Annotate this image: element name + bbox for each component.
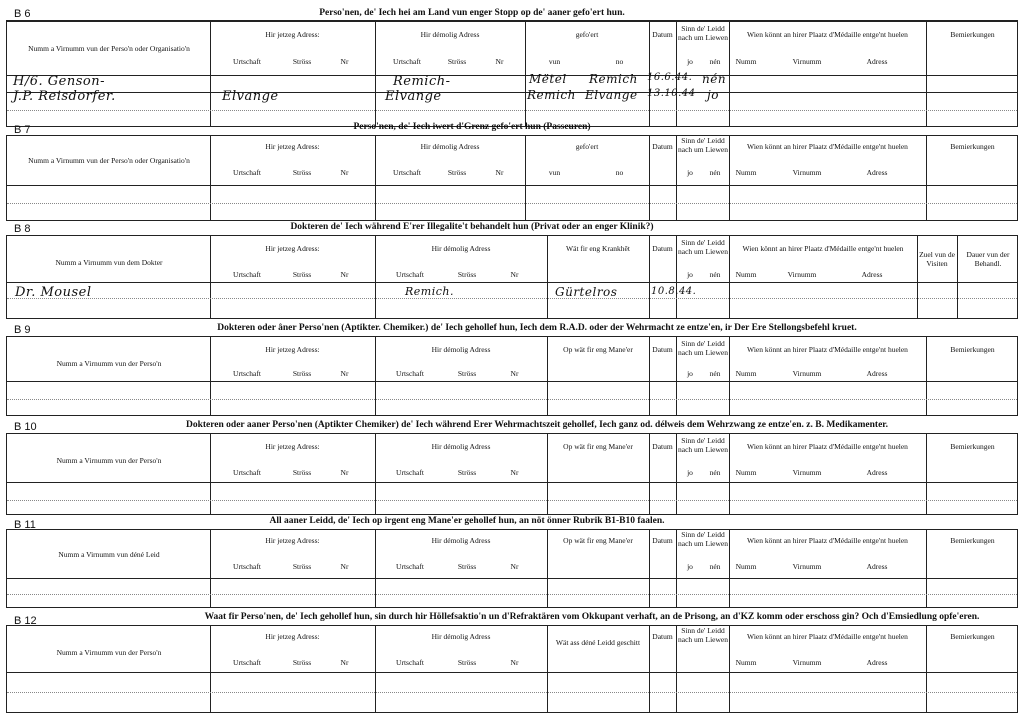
header-adress: Adress	[866, 57, 888, 66]
section-id-b12: B 12	[14, 615, 37, 627]
header-stross: Ströss	[292, 270, 312, 279]
entry-b8-illness: Gürtelros	[555, 285, 618, 299]
entry-b6-alive1: nén	[702, 72, 727, 86]
section-title-b7: Perso'nen, de' Iech iwert d'Grenz gefo'ert hun (Passeuren)	[353, 122, 591, 132]
header-old-addr: Hir démolig Adress	[420, 142, 480, 151]
header-maneer: Op wät fir eng Mane'er	[563, 442, 633, 451]
header-nr: Nr	[510, 369, 519, 378]
section-id-b10: B 10	[14, 421, 37, 433]
header-virnumm: Virnumm	[792, 57, 822, 66]
header-virnumm: Virnumm	[792, 658, 822, 667]
header-nen: nén	[709, 468, 721, 477]
header-stross: Ströss	[292, 562, 312, 571]
header-name: Numm a Virnumm vun déné Leid	[58, 550, 160, 559]
section-title-b9: Dokteren oder âner Perso'nen (Aptikter. Chemiker.) de' Iech gehollef hun, Iech dem R.A.D. oder der Wehrmacht ze entze'en, ir Der Ere Stellongsbefehl kruet.	[217, 323, 857, 333]
header-nr: Nr	[340, 562, 349, 571]
entry-b6-vun1: Mëtel	[529, 72, 567, 86]
header-jo: jo	[687, 168, 693, 177]
header-bemerkungen: Bemierkungen	[950, 632, 995, 641]
header-old-addr: Hir démolig Adress	[431, 442, 491, 451]
header-adress: Adress	[866, 468, 888, 477]
header-nen: nén	[709, 270, 721, 279]
header-bemerkungen: Bemierkungen	[950, 30, 995, 39]
header-nr: Nr	[495, 57, 504, 66]
header-nr: Nr	[495, 168, 504, 177]
section-id-b6: B 6	[14, 8, 31, 20]
header-zuel: Zuel vun de Visiten	[919, 250, 955, 268]
header-stross: Ströss	[292, 369, 312, 378]
header-medaille: Wien könnt an hirer Plaatz d'Médaille entge'nt huelen	[747, 142, 908, 151]
header-nen: nén	[709, 168, 721, 177]
header-cur-addr: Hir jetzeg Adress:	[265, 632, 320, 641]
entry-b6-date1: 16.6.44.	[647, 72, 693, 83]
header-stross: Ströss	[292, 468, 312, 477]
header-bemerkungen: Bemierkungen	[950, 442, 995, 451]
header-stross: Ströss	[292, 57, 312, 66]
entry-b6-old-ort1: Remich-	[393, 74, 451, 89]
entry-b8-old-ort: Remich.	[405, 285, 454, 298]
entry-b6-date2: 13.10.44	[647, 88, 696, 99]
header-jo: jo	[687, 270, 693, 279]
section-id-b8: B 8	[14, 223, 31, 235]
header-datum: Datum	[652, 30, 673, 39]
header-cur-addr: Hir jetzeg Adress:	[265, 442, 320, 451]
header-name: Numm a Virnumm vun der Perso'n oder Organisatio'n	[28, 44, 190, 53]
header-ortschaft: Urtschaft	[396, 658, 424, 667]
section-title-b11: All aaner Leidd, de' Iech op irgent eng Mane'er gehollef hun, an nöt önner Rubrik B1-B10 faalen.	[269, 516, 665, 526]
entry-b6-no1: Remich	[589, 72, 638, 86]
header-adress: Adress	[866, 168, 888, 177]
header-adress: Adress	[866, 658, 888, 667]
header-medaille: Wien könnt an hirer Plaatz d'Médaille entge'nt huelen	[747, 30, 908, 39]
header-ortschaft: Urtschaft	[233, 369, 261, 378]
header-medaille: Wien könnt an hirer Plaatz d'Médaille entge'nt huelen	[747, 442, 908, 451]
entry-b6-old-ort2: Elvange	[385, 89, 442, 104]
header-datum: Datum	[652, 244, 673, 253]
header-numm: Numm	[735, 562, 757, 571]
header-numm: Numm	[735, 168, 757, 177]
header-bemerkungen: Bemierkungen	[950, 536, 995, 545]
header-cur-addr: Hir jetzeg Adress:	[265, 244, 320, 253]
header-no: no	[615, 57, 624, 66]
header-nen: nén	[709, 57, 721, 66]
header-old-addr: Hir démolig Adress	[431, 536, 491, 545]
entry-b6-vun2: Remich	[527, 88, 576, 102]
header-cur-addr: Hir jetzeg Adress:	[265, 142, 320, 151]
header-ortschaft: Urtschaft	[233, 270, 261, 279]
header-stross: Ströss	[292, 658, 312, 667]
header-datum: Datum	[652, 142, 673, 151]
header-name: Numm a Virnumm vun der Perso'n	[56, 648, 162, 657]
header-nr: Nr	[510, 468, 519, 477]
header-jo: jo	[687, 562, 693, 571]
entry-b6-no2: Elvange	[585, 88, 638, 102]
header-stross: Ströss	[447, 57, 467, 66]
header-stross: Ströss	[292, 168, 312, 177]
header-stross: Ströss	[457, 468, 477, 477]
header-adress: Adress	[866, 562, 888, 571]
header-virnumm: Virnumm	[792, 168, 822, 177]
header-old-addr: Hir démolig Adress	[420, 30, 480, 39]
header-sinn: Sinn de' Leidd nach um Liewen	[678, 436, 728, 454]
header-nr: Nr	[510, 658, 519, 667]
entry-b6-name1: H/6. Genson-	[13, 74, 105, 89]
header-virnumm: Virnumm	[792, 468, 822, 477]
header-name: Numm a Virnumm vun dem Dokter	[55, 258, 163, 267]
header-adress: Adress	[866, 369, 888, 378]
header-maneer: Op wät fir eng Mane'er	[563, 536, 633, 545]
header-ortschaft: Urtschaft	[233, 468, 261, 477]
header-sinn: Sinn de' Leidd nach um Liewen	[678, 24, 728, 42]
section-title-b12: Waat fir Perso'nen, de' Iech gehollef hun, sin durch hir Höllefsaktio'n un d'Refraktären vom Okkupant verhaft, an de Prisong, an d'KZ komm oder erschoss gin? Och d'Emsiedlung opfe'eren.	[204, 612, 980, 622]
header-datum: Datum	[652, 345, 673, 354]
header-numm: Numm	[735, 369, 757, 378]
header-medaille: Wien könnt an hirer Plaatz d'Médaille entge'nt huelen	[747, 536, 908, 545]
entry-b6-alive2: jo	[707, 88, 719, 102]
header-bemerkungen: Bemierkungen	[950, 142, 995, 151]
header-stross: Ströss	[447, 168, 467, 177]
header-virnumm: Virnumm	[787, 270, 817, 279]
header-stross: Ströss	[457, 369, 477, 378]
header-ortschaft: Urtschaft	[233, 57, 261, 66]
header-stross: Ströss	[457, 270, 477, 279]
header-jo: jo	[687, 369, 693, 378]
header-sinn: Sinn de' Leidd nach um Liewen	[678, 238, 728, 256]
header-bemerkungen: Bemierkungen	[950, 345, 995, 354]
header-nen: nén	[709, 562, 721, 571]
header-numm: Numm	[735, 468, 757, 477]
header-nr: Nr	[340, 468, 349, 477]
header-cur-addr: Hir jetzeg Adress:	[265, 536, 320, 545]
header-medaille: Wien könnt an hirer Plaatz d'Médaille entge'nt huelen	[742, 244, 904, 253]
header-datum: Datum	[652, 632, 673, 641]
entry-b8-name: Dr. Mousel	[15, 285, 92, 300]
header-sinn: Sinn de' Leidd nach um Liewen	[678, 339, 728, 357]
header-ortschaft: Urtschaft	[233, 168, 261, 177]
header-datum: Datum	[652, 536, 673, 545]
header-stross: Ströss	[457, 562, 477, 571]
header-nen: nén	[709, 369, 721, 378]
section-id-b11: B 11	[14, 519, 36, 531]
header-datum: Datum	[652, 442, 673, 451]
header-ortschaft: Urtschaft	[396, 270, 424, 279]
header-nr: Nr	[340, 270, 349, 279]
header-name: Numm a Virnumm vun der Perso'n oder Organisatio'n	[28, 156, 190, 165]
section-id-b7: B 7	[14, 124, 31, 136]
header-nr: Nr	[510, 562, 519, 571]
header-krankheet: Wät fir eng Krankhêt	[566, 244, 630, 253]
entry-b8-date: 10.8.44.	[651, 286, 697, 297]
header-medaille: Wien könnt an hirer Plaatz d'Médaille entge'nt huelen	[747, 632, 908, 641]
header-sinn: Sinn de' Leidd nach um Liewen	[678, 530, 728, 548]
header-nr: Nr	[340, 168, 349, 177]
section-title-b6: Perso'nen, de' Iech hei am Land vun enger Stopp op de' aaner gefo'ert hun.	[319, 8, 625, 18]
header-nr: Nr	[510, 270, 519, 279]
header-old-addr: Hir démolig Adress	[431, 632, 491, 641]
header-virnumm: Virnumm	[792, 562, 822, 571]
header-ortschaft: Urtschaft	[233, 658, 261, 667]
section-id-b9: B 9	[14, 324, 31, 336]
header-medaille: Wien könnt an hirer Plaatz d'Médaille entge'nt huelen	[747, 345, 908, 354]
header-ortschaft: Urtschaft	[393, 57, 421, 66]
header-virnumm: Virnumm	[792, 369, 822, 378]
header-ortschaft: Urtschaft	[396, 369, 424, 378]
header-jo: jo	[687, 468, 693, 477]
entry-b6-cur-ort: Elvange	[222, 89, 279, 104]
section-title-b10: Dokteren oder aaner Perso'nen (Aptikter Chemiker) de' Iech während Erer Wehrmachtszeit gehollef, Iech ganz od. délweis dem Wehrzwang ze entze'en. z. B. Medikamenter.	[185, 420, 889, 430]
header-stross: Ströss	[457, 658, 477, 667]
header-leidd-geschitt: Wät ass déné Leidd geschitt	[555, 638, 641, 647]
header-no: no	[615, 168, 624, 177]
header-sinn: Sinn de' Leidd nach um Liewen	[678, 136, 728, 154]
header-ortschaft: Urtschaft	[393, 168, 421, 177]
header-vun: vun	[548, 168, 561, 177]
header-cur-addr: Hir jetzeg Adress:	[265, 345, 320, 354]
header-cur-addr: Hir jetzeg Adress:	[265, 30, 320, 39]
header-adress: Adress	[861, 270, 883, 279]
header-numm: Numm	[735, 658, 757, 667]
header-old-addr: Hir démolig Adress	[431, 244, 491, 253]
header-name: Numm a Virnumm vun der Perso'n	[56, 359, 162, 368]
header-maneer: Op wät fir eng Mane'er	[563, 345, 633, 354]
section-title-b8: Dokteren de' Iech während E'rer Illegalite't behandelt hun (Privat oder an enger Klinik?)	[290, 222, 654, 232]
header-old-addr: Hir démolig Adress	[431, 345, 491, 354]
header-ortschaft: Urtschaft	[396, 468, 424, 477]
header-jo: jo	[687, 57, 693, 66]
header-name: Numm a Virnumm vun der Perso'n	[56, 456, 162, 465]
header-nr: Nr	[340, 369, 349, 378]
entry-b6-name2: J.P. Reisdorfer.	[13, 89, 116, 104]
header-dauer: Dauer vun der Behandl.	[966, 250, 1010, 268]
header-ortschaft: Urtschaft	[233, 562, 261, 571]
header-gefoert: gefo'ert	[575, 142, 599, 151]
header-gefoert: gefo'ert	[575, 30, 599, 39]
header-vun: vun	[548, 57, 561, 66]
header-sinn: Sinn de' Leidd nach um Liewen	[678, 626, 728, 644]
header-numm: Numm	[735, 270, 757, 279]
header-nr: Nr	[340, 658, 349, 667]
header-nr: Nr	[340, 57, 349, 66]
header-numm: Numm	[735, 57, 757, 66]
header-ortschaft: Urtschaft	[396, 562, 424, 571]
